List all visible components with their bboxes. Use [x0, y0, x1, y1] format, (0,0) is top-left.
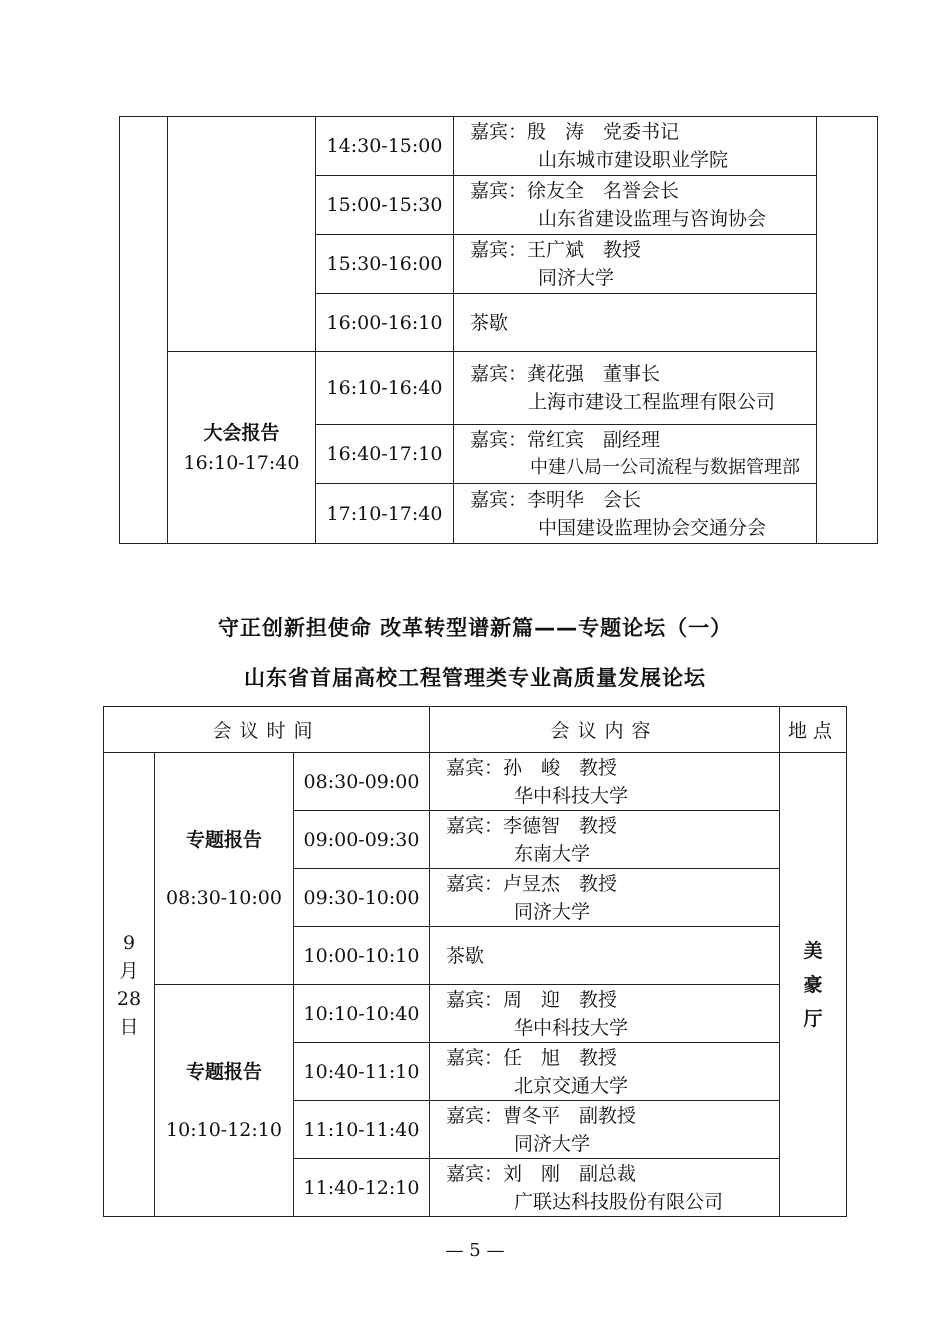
affiliation-line: 东南大学: [514, 842, 591, 865]
content-cell: [454, 294, 817, 352]
session-time: 16:10-17:40: [183, 451, 300, 474]
content-cell: [430, 753, 780, 811]
forum-schedule-table: [103, 706, 847, 1217]
content-cell: [454, 425, 817, 484]
date-cell: [104, 753, 155, 1217]
header-time: 会议时间: [104, 707, 430, 753]
time-cell: 10:10-10:40: [294, 985, 430, 1043]
page-number: — 5 —: [445, 1240, 505, 1261]
affiliation-line: 广联达科技股份有限公司: [514, 1190, 724, 1213]
venue-char: 豪: [803, 973, 823, 996]
time-cell: 17:10-17:40: [316, 484, 454, 544]
affiliation-line: 中建八局一公司流程与数据管理部: [530, 457, 800, 478]
venue-cell: [780, 753, 847, 1217]
time-cell: 15:30-16:00: [316, 235, 454, 294]
content-cell: [430, 985, 780, 1043]
guest-line: 嘉宾：曹冬平 副教授: [446, 1104, 637, 1127]
content-cell: [454, 352, 817, 425]
session-time: 10:10-12:10: [166, 1118, 282, 1141]
guest-line: 嘉宾：殷 涛 党委书记: [470, 121, 680, 143]
content-cell: [454, 484, 817, 544]
session-cell-empty: [168, 117, 316, 352]
time-cell: 16:40-17:10: [316, 425, 454, 484]
time-cell: 09:00-09:30: [294, 811, 430, 869]
time-cell: 11:10-11:40: [294, 1101, 430, 1159]
forum-subtitle: 山东省首届高校工程管理类专业高质量发展论坛: [244, 666, 706, 690]
schedule-table-continued: [119, 116, 878, 544]
guest-line: 嘉宾：常红宾 副经理: [470, 429, 661, 451]
break-label: 茶歇: [446, 944, 485, 967]
guest-line: 嘉宾：孙 峻 教授: [446, 756, 618, 779]
guest-line: 嘉宾：龚花强 董事长: [470, 363, 661, 385]
break-label: 茶歇: [470, 311, 509, 334]
time-cell: 15:00-15:30: [316, 176, 454, 235]
session-cell: [155, 753, 294, 985]
affiliation-line: 中国建设监理协会交通分会: [538, 516, 767, 539]
venue-cell-empty: [817, 117, 878, 544]
time-cell: 11:40-12:10: [294, 1159, 430, 1217]
date-part: 28: [116, 987, 142, 1010]
venue-char: 美: [803, 939, 823, 962]
content-cell: [430, 811, 780, 869]
date-part: 日: [119, 1015, 139, 1038]
session-cell: [155, 985, 294, 1217]
venue-char: 厅: [803, 1007, 823, 1030]
guest-line: 嘉宾：周 迎 教授: [446, 988, 618, 1011]
content-cell: [430, 1043, 780, 1101]
content-cell: [430, 927, 780, 985]
time-cell: 10:40-11:10: [294, 1043, 430, 1101]
date-part: 月: [119, 959, 139, 982]
guest-line: 嘉宾：徐友全 名誉会长: [470, 180, 680, 202]
forum-title: 守正创新担使命 改革转型谱新篇——专题论坛（一）: [217, 616, 733, 640]
affiliation-line: 华中科技大学: [514, 784, 629, 807]
content-cell: [454, 117, 817, 176]
session-name: 大会报告: [203, 421, 280, 444]
guest-line: 嘉宾：刘 刚 副总裁: [446, 1162, 637, 1185]
guest-line: 嘉宾：李德智 教授: [446, 814, 618, 837]
time-cell: 08:30-09:00: [294, 753, 430, 811]
session-name: 专题报告: [185, 1060, 262, 1083]
guest-line: 嘉宾：王广斌 教授: [470, 239, 642, 261]
affiliation-line: 同济大学: [514, 1132, 591, 1155]
guest-line: 嘉宾：任 旭 教授: [446, 1046, 618, 1069]
content-cell: [430, 869, 780, 927]
content-cell: [430, 1159, 780, 1217]
affiliation-line: 同济大学: [538, 267, 615, 289]
session-name: 专题报告: [185, 828, 262, 851]
affiliation-line: 山东城市建设职业学院: [538, 149, 729, 171]
header-venue: 地点: [780, 707, 847, 753]
time-cell: 16:10-16:40: [316, 352, 454, 425]
affiliation-line: 同济大学: [514, 900, 591, 923]
guest-line: 嘉宾：卢昱杰 教授: [446, 872, 618, 895]
header-content: 会议内容: [430, 707, 780, 753]
time-cell: 09:30-10:00: [294, 869, 430, 927]
content-cell: [430, 1101, 780, 1159]
guest-line: 嘉宾：李明华 会长: [470, 488, 642, 511]
affiliation-line: 山东省建设监理与咨询协会: [538, 208, 767, 230]
session-cell: [168, 352, 316, 544]
session-time: 08:30-10:00: [166, 886, 282, 909]
content-cell: [454, 176, 817, 235]
affiliation-line: 北京交通大学: [514, 1074, 629, 1097]
date-cell-empty: [120, 117, 168, 544]
affiliation-line: 华中科技大学: [514, 1016, 629, 1039]
date-part: 9: [122, 931, 136, 954]
time-cell: 14:30-15:00: [316, 117, 454, 176]
time-cell: 10:00-10:10: [294, 927, 430, 985]
time-cell: 16:00-16:10: [316, 294, 454, 352]
content-cell: [454, 235, 817, 294]
affiliation-line: 上海市建设工程监理有限公司: [528, 391, 776, 413]
